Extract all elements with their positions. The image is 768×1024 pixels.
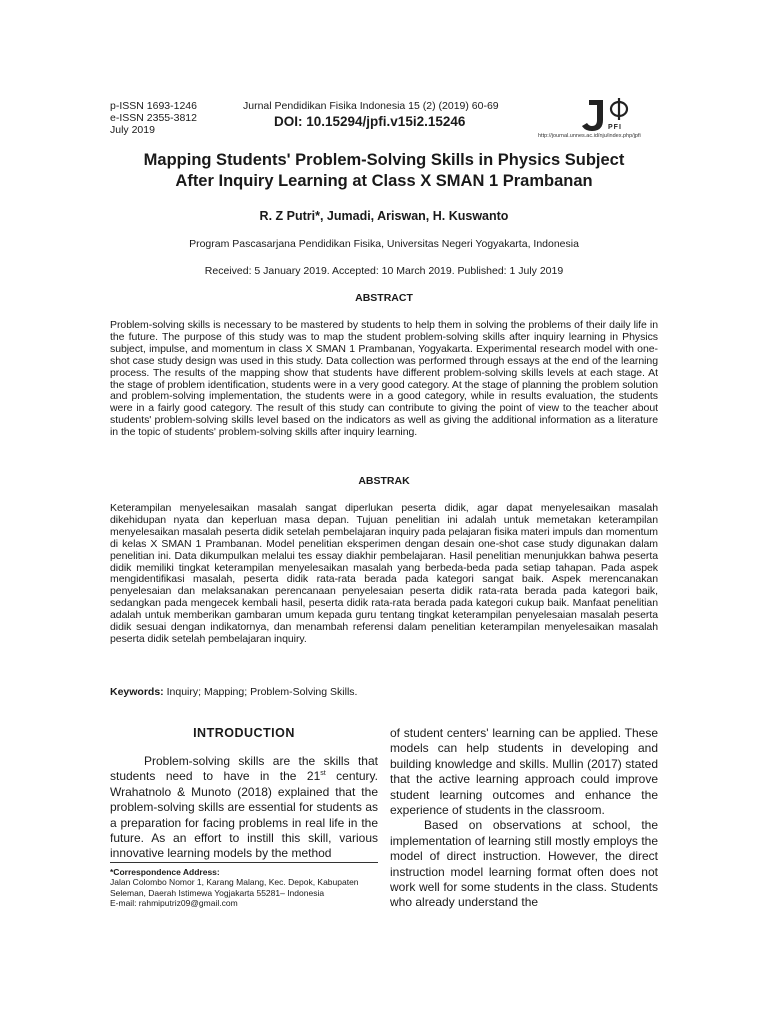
abstrak-heading: ABSTRAK: [358, 475, 410, 487]
introduction-heading: INTRODUCTION: [193, 726, 295, 740]
abstrak-text: Keterampilan menyelesaikan masalah sangat diperlukan peserta didik, agar dapat menyelesaikan masalah dikehidupan nyata dan keperluan masa depan. Tujuan penelitian ini adalah untuk memetakan keterampilan menyelesaikan masalah peserta didik setelah pembelajaran inquiry pada pelajaran fisika materi impuls dan momentum di kelas X SMAN 1 Prambanan. Model penelitian eksperimen dengan desain one-shot case study digunakan dalam penelitian ini. Data dikumpulkan melalui tes essay diakhir pembelajaran. Hasil penelitian menunjukkan bahwa peserta didik memiliki tingkat keterampilan menyelesaikan masalah yang berbeda-beda pada setiap tahapan. Pada aspek mengidentifikasi masalah, peserta didik rata-rata berada pada kategori sangat baik. Aspek merencanakan penyelesaian dan melaksanakan perencanaan penyelesaian peserta didik rata-rata berada pada kategori baik, sedangkan pada mengecek kembali hasil, peserta didik rata-rata berada pada kategori cukup baik. Manfaat penelitian adalah untuk memberikan gambaran umum kepada guru tentang tingkat keterampilan penyelesaian masalah peserta didik sesuai dengan indikatornya, dan menambah referensi dalam penelitian keterampilan menyelesaikan masalah peserta didik setelah pembelajaran inquiry.: [110, 502, 658, 645]
doi[interactable]: DOI: 10.15294/jpfi.v15i2.15246: [274, 114, 466, 129]
introduction-paragraph-2: of student centers' learning can be applied. These models can help students in developing and building knowledge and skills. Mullin (2017) stated that the active learning approach could improve student learning outcomes and enhance the experience of students in the classroom.: [390, 726, 658, 818]
title-line-2: After Inquiry Learning at Class X SMAN 1 Prambanan: [175, 172, 593, 190]
abstract-heading: ABSTRACT: [355, 292, 413, 304]
jpfi-logo: [577, 98, 637, 134]
abstract-text: Problem-solving skills is necessary to be mastered by students to help them in solving the problems of their daily life in the future. The purpose of this study was to map the student problem-solving skills after inquiry learning in Physics subject, impulse, and momentum in class X SMAN 1 Prambanan, Yogyakarta. Experimental research model with one-shot case study design was used in this study. Data collection was performed through essays at the end of the learning process. The results of the mapping show that students have different problem-solving skills levels at each stage. At the stage of problem identification, students were in a very good category. At the stage of planning the problem solution and problem-solving implementation, the students were in a good category, while in results evaluation, the students were in a fairly good category. The result of this study can contribute to giving the point of view to the teacher about students' problem-solving skills level based on the indicators as well as giving the additional information as a literature in the topic of students' problem-solving skills after inquiry learning.: [110, 319, 658, 439]
issn-print: p-ISSN 1693-1246: [110, 100, 197, 112]
keywords-label: Keywords:: [110, 686, 164, 698]
introduction-paragraph-3: Based on observations at school, the implementation of learning still mostly employs the model of direct instruction. However, the direct instruction model learning format often does not work well for some students in the class. Students who already understand the: [390, 818, 658, 910]
keywords: [110, 686, 357, 698]
issue-date: July 2019: [110, 124, 155, 136]
intro-p1-part-a: Problem-solving skills are the skills that students need to have in the 21: [110, 754, 378, 784]
intro-p1-part-b: century. Wrahatnolo & Munoto (2018) explained that the problem-solving skills are essential for students as a preparation for facing problems in real life in the future. As an effort to instill this skill, various innovative learning models by the method: [110, 769, 378, 861]
publication-dates: Received: 5 January 2019. Accepted: 10 March 2019. Published: 1 July 2019: [204, 265, 564, 277]
issn-block: [110, 100, 197, 136]
left-column: [110, 726, 378, 862]
title-line-1: Mapping Students' Problem-Solving Skills in Physics Subject: [143, 151, 625, 169]
authors: R. Z Putri*, Jumadi, Ariswan, H. Kuswanto: [259, 209, 509, 223]
correspondence-address: Jalan Colombo Nomor 1, Karang Malang, Kec. Depok, Kabupaten Seleman, Daerah Istimewa Yogjakarta 55281– Indonesia: [110, 877, 359, 898]
issn-electronic: e-ISSN 2355-3812: [110, 112, 197, 124]
paper-title: [90, 150, 678, 192]
journal-url[interactable]: http://journal.unnes.ac.id/nju/index.php/jpfi: [538, 133, 641, 139]
right-column: [390, 726, 658, 911]
correspondence-email[interactable]: E-mail: rahmiputriz09@gmail.com: [110, 898, 238, 909]
logo-text: PFI: [608, 124, 622, 131]
journal-citation: Jurnal Pendidikan Fisika Indonesia 15 (2) (2019) 60-69: [243, 100, 499, 112]
affiliation: Program Pascasarjana Pendidikan Fisika, Universitas Negeri Yogyakarta, Indonesia: [189, 238, 579, 250]
keywords-value: Inquiry; Mapping; Problem-Solving Skills.: [166, 686, 358, 698]
correspondence-heading: *Correspondence Address:: [110, 867, 220, 877]
logo-j-shape: [582, 100, 603, 131]
intro-p1-superscript: st: [320, 770, 326, 778]
introduction-paragraph-1: [110, 754, 378, 862]
correspondence-footnote: [110, 862, 378, 909]
